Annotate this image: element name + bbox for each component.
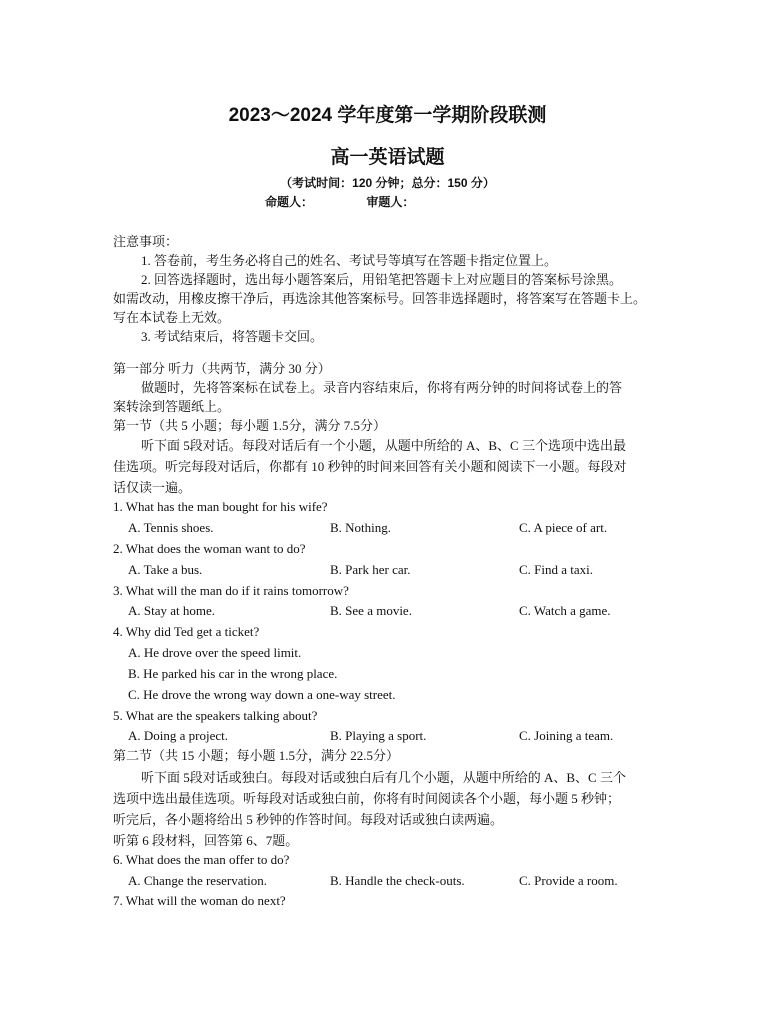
question-7: 7. What will the woman do next? (113, 893, 286, 908)
section1-line-3: 话仅读一遍。 (113, 480, 192, 495)
reviewer-label: 审题人： (366, 195, 415, 209)
q2-option-b: B. Park her car. (330, 562, 411, 577)
q6-option-b: B. Handle the check-outs. (330, 873, 465, 888)
question-5: 5. What are the speakers talking about? (113, 708, 318, 723)
q3-option-a: A. Stay at home. (128, 603, 216, 618)
setter-label: 命题人： (265, 195, 314, 209)
notes-item-3: 3. 考试结束后，将答题卡交回。 (141, 329, 324, 344)
q1-option-b: B. Nothing. (330, 520, 392, 535)
q5-option-a: A. Doing a project. (128, 728, 229, 743)
q6-option-a: A. Change the reservation. (128, 873, 267, 888)
part1-intro: 做题时，先将答案标在试卷上。录音内容结束后，你将有两分钟的时间将试卷上的答 (141, 380, 623, 395)
section2-line-3: 听完后，各小题将给出 5 秒钟的作答时间。每段对话或独白读两遍。 (113, 812, 504, 827)
q4-option-c: C. He drove the wrong way down a one-way street. (128, 687, 396, 702)
section2-instructions (113, 767, 673, 851)
q3-option-b: B. See a movie. (330, 603, 412, 618)
section1-instructions (113, 435, 673, 498)
q5-option-b: B. Playing a sport. (330, 728, 427, 743)
part1-section (113, 359, 673, 435)
section2-line-2: 选项中选出最佳选项。听每段对话或独白前，你将有时间阅读各个小题，每小题 5 秒钟； (113, 791, 621, 806)
notes-item-2-cont2: 写在本试卷上无效。 (113, 310, 231, 325)
question-1: 1. What has the man bought for his wife? (113, 499, 328, 514)
notes-item-1: 1. 答卷前，考生务必将自己的姓名、考试号等填写在答题卡指定位置上。 (141, 253, 558, 268)
exam-title: 2023～2024 学年度第一学期阶段联测 (228, 105, 547, 126)
section1-heading: 第一节（共 5 小题；每小题 1.5分，满分 7.5分） (113, 418, 387, 433)
q4-option-a: A. He drove over the speed limit. (128, 645, 302, 660)
section2-line-1: 听下面 5段对话或独白。每段对话或独白后有几个小题，从题中所给的 A、B、C 三个 (141, 770, 626, 785)
question-4: 4. Why did Ted get a ticket? (113, 624, 260, 639)
notes-heading: 注意事项： (113, 234, 179, 249)
notes-item-2-cont: 如需改动，用橡皮擦干净后，再选涂其他答案标号。回答非选择题时，将答案写在答题卡上。 (113, 291, 647, 306)
q4-option-b: B. He parked his car in the wrong place. (128, 666, 338, 681)
q2-option-c: C. Find a taxi. (519, 562, 594, 577)
exam-info: （考试时间：120 分钟；总分：150 分） (280, 176, 495, 190)
notes-item-2: 2. 回答选择题时，选出每小题答案后，用铅笔把答题卡上对应题目的答案标号涂黑。 (141, 272, 623, 287)
question-2: 2. What does the woman want to do? (113, 541, 306, 556)
setters-line (265, 193, 414, 210)
material-6-heading: 听第 6 段材料，回答第 6、7题。 (113, 833, 299, 848)
question-6: 6. What does the man offer to do? (113, 852, 290, 867)
section1-line-1: 听下面 5段对话。每段对话后有一个小题，从题中所给的 A、B、C 三个选项中选出最 (141, 438, 626, 453)
section2-heading: 第二节（共 15 小题；每小题 1.5分，满分 22.5分） (113, 748, 400, 763)
part1-heading: 第一部分 听力（共两节，满分 30 分） (113, 361, 331, 376)
part1-intro-cont: 案转涂到答题纸上。 (113, 399, 231, 414)
q5-option-c: C. Joining a team. (519, 728, 614, 743)
q2-option-a: A. Take a bus. (128, 562, 203, 577)
q3-option-c: C. Watch a game. (519, 603, 611, 618)
q1-option-a: A. Tennis shoes. (128, 520, 214, 535)
notes-section (113, 232, 673, 346)
section1-line-2: 佳选项。听完每段对话后，你都有 10 秒钟的时间来回答有关小题和阅读下一小题。每段对 (113, 459, 627, 474)
q1-option-c: C. A piece of art. (519, 520, 608, 535)
question-3: 3. What will the man do if it rains tomorrow? (113, 583, 349, 598)
exam-subtitle: 高一英语试题 (330, 147, 445, 168)
q6-option-c: C. Provide a room. (519, 873, 618, 888)
